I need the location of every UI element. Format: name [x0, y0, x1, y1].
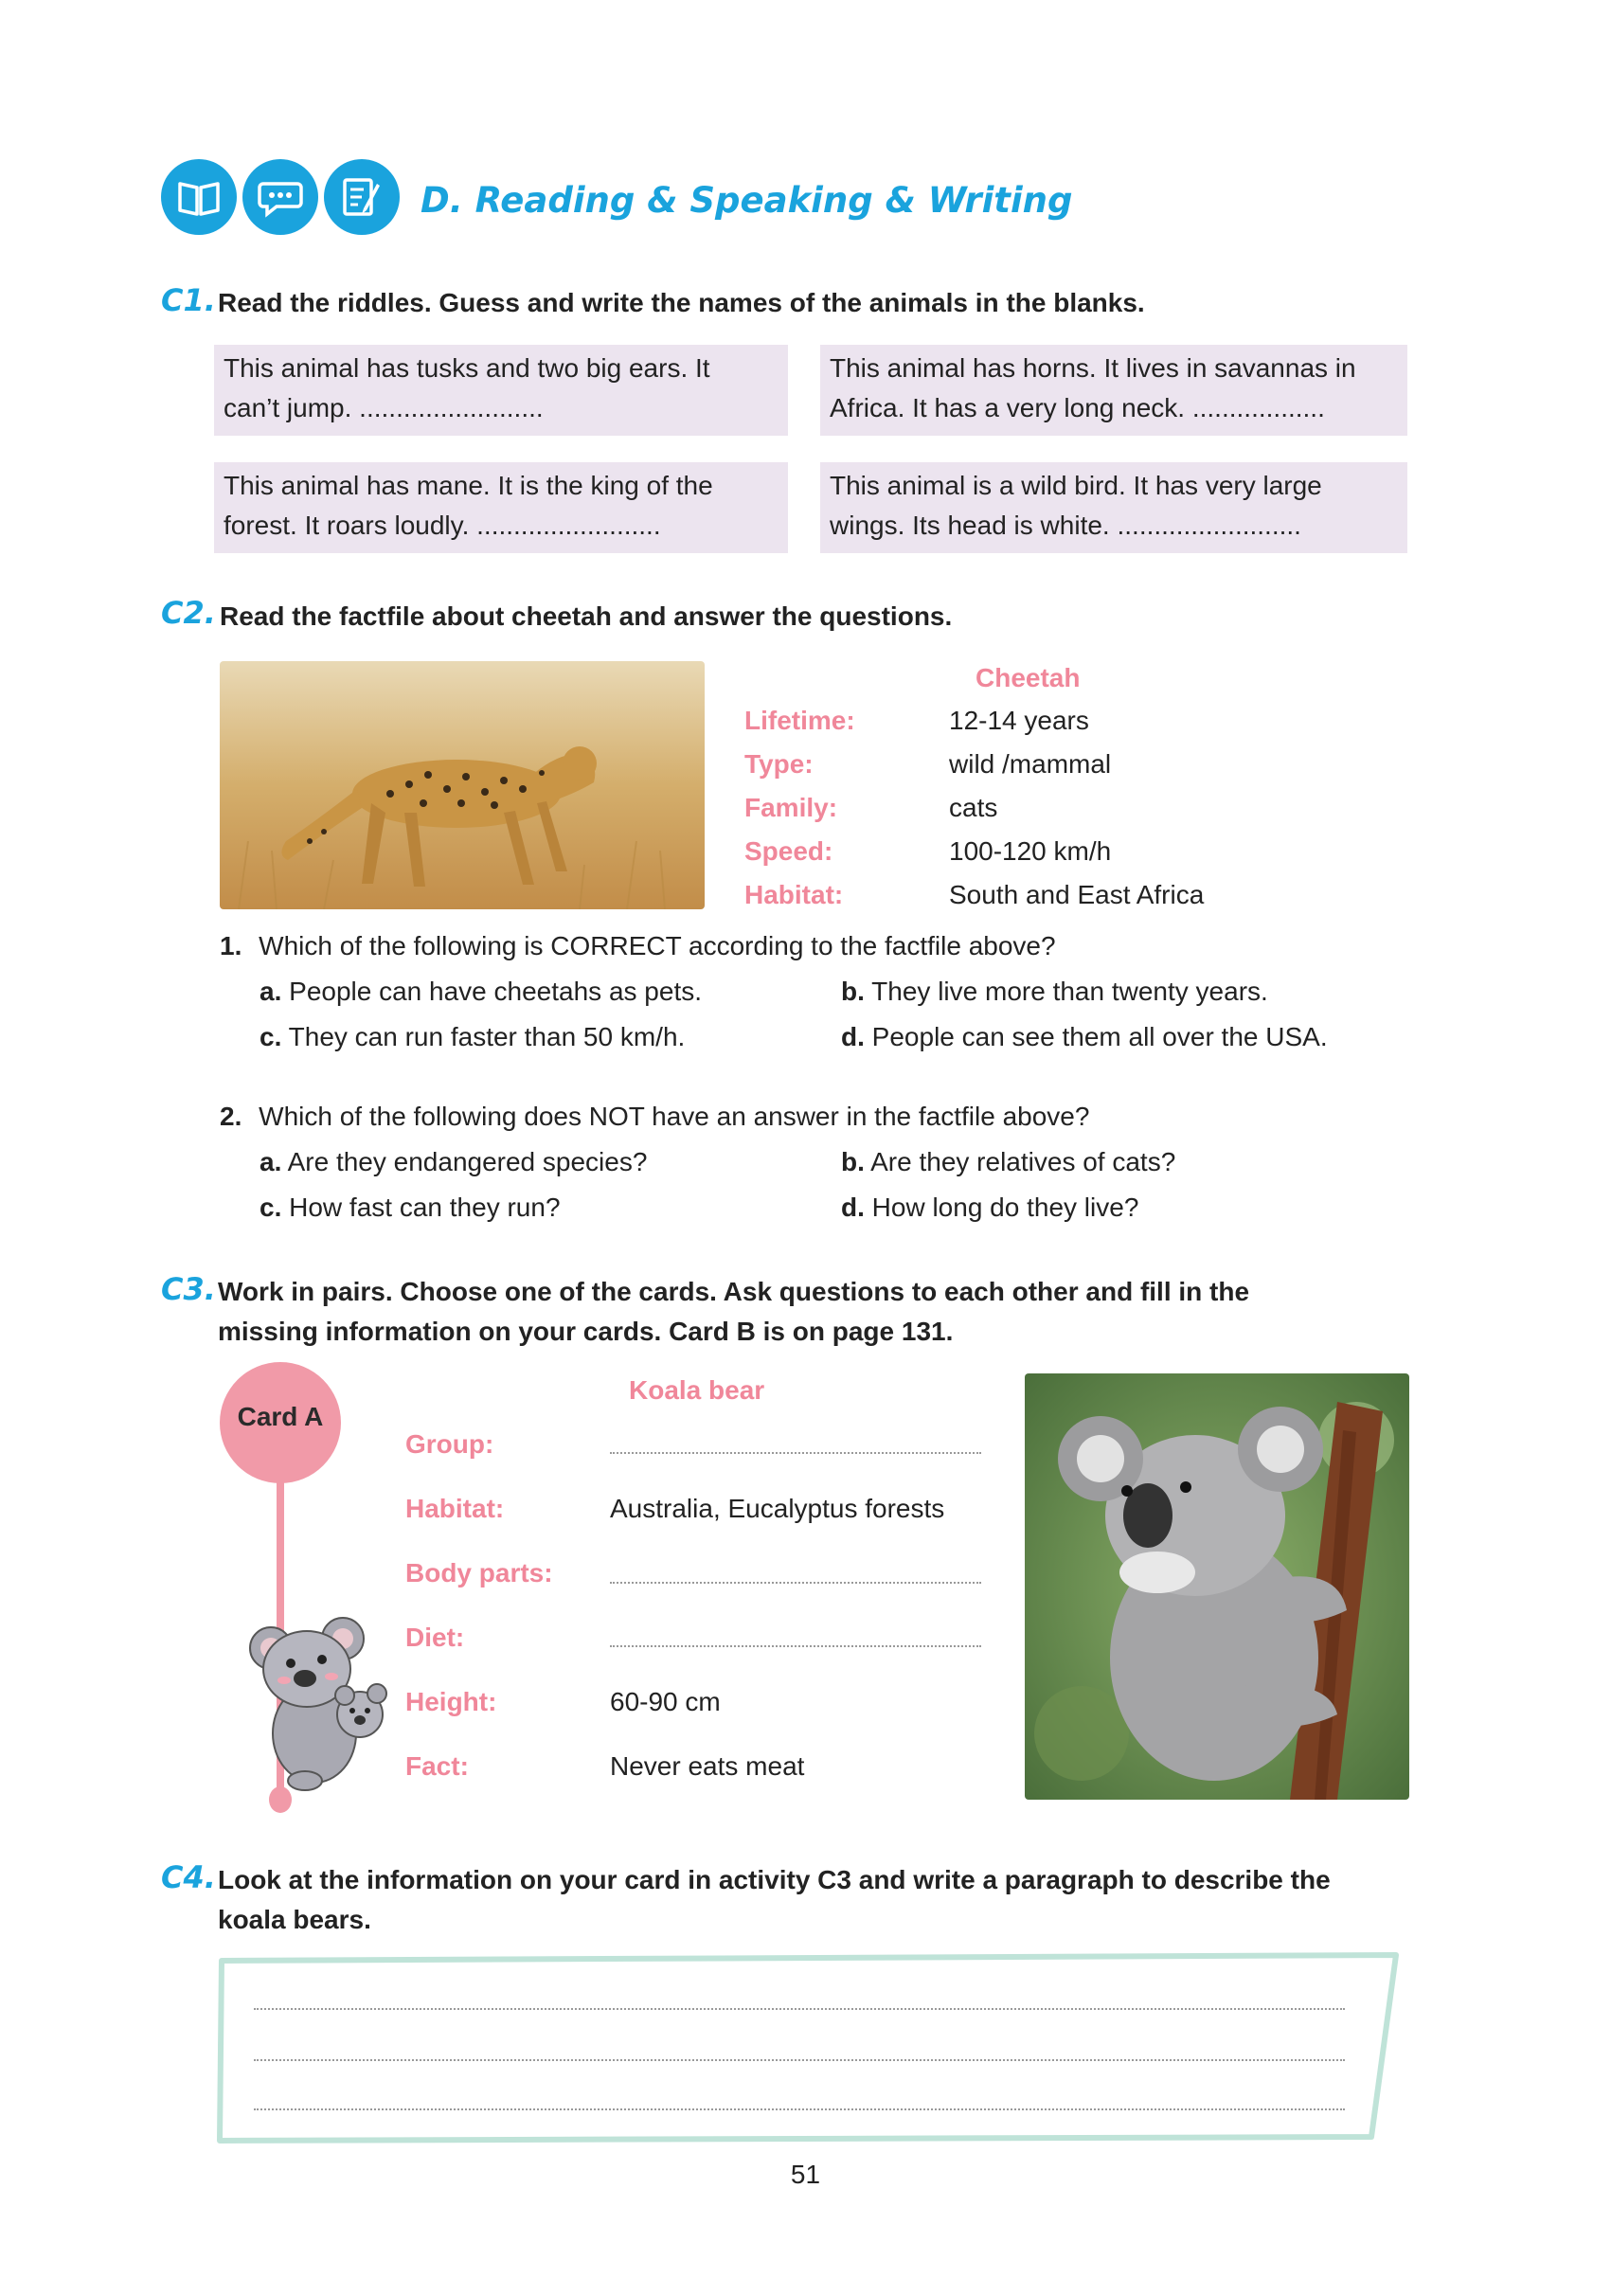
option-2d[interactable]	[841, 1193, 1138, 1223]
question-2	[220, 1102, 1089, 1132]
question-1	[220, 931, 1056, 961]
factfile-value: South and East Africa	[949, 880, 1205, 909]
riddle-box-4	[820, 462, 1407, 553]
c4-instruction-line1: Look at the information on your card in activity C3 and write a paragraph to describe the	[218, 1865, 1331, 1894]
card-field-label: Body parts:	[405, 1558, 553, 1587]
option-letter: d.	[841, 1193, 865, 1222]
factfile-label: Family:	[744, 793, 838, 822]
riddle-box-2	[820, 345, 1407, 436]
option-letter: b.	[841, 977, 865, 1006]
riddle-line: This animal has horns. It lives in savannas in	[830, 353, 1356, 383]
card-field-value: 60-90 cm	[610, 1687, 721, 1716]
factfile-value: wild /mammal	[949, 749, 1112, 779]
page-number: 51	[790, 2160, 821, 2189]
riddle-line: can’t jump. .........................	[224, 393, 544, 422]
option-2c[interactable]	[260, 1193, 561, 1223]
question-number: 2.	[220, 1102, 242, 1131]
option-text: People can have cheetahs as pets.	[289, 977, 702, 1006]
riddle-line: This animal is a wild bird. It has very large	[830, 471, 1322, 500]
riddle-line: This animal has mane. It is the king of the	[224, 471, 713, 500]
option-1a[interactable]	[260, 977, 702, 1007]
c4-instruction-line2: koala bears.	[218, 1905, 371, 1934]
card-field-label: Height:	[405, 1687, 497, 1716]
writing-frame	[214, 1951, 1409, 2146]
writing-line-3[interactable]	[254, 2108, 1345, 2110]
c2-number: C2.	[161, 595, 216, 631]
option-text: How long do they live?	[871, 1193, 1139, 1222]
factfile-value: 100-120 km/h	[949, 836, 1112, 866]
book-icon	[161, 159, 237, 235]
cheetah-image	[220, 661, 705, 909]
factfile-value: 12-14 years	[949, 706, 1089, 735]
question-text: Which of the following is CORRECT according to the factfile above?	[259, 931, 1056, 960]
option-letter: c.	[260, 1022, 282, 1051]
option-text: People can see them all over the USA.	[871, 1022, 1328, 1051]
writing-line-2[interactable]	[254, 2059, 1345, 2061]
card-title: Koala bear	[629, 1375, 765, 1405]
card-field-label: Diet:	[405, 1623, 465, 1652]
speech-bubble-icon	[242, 159, 318, 235]
question-number: 1.	[220, 931, 242, 960]
c1-number: C1.	[161, 282, 216, 318]
card-field-label: Group:	[405, 1429, 494, 1459]
card-badge	[220, 1362, 341, 1483]
factfile-value: cats	[949, 793, 998, 822]
writing-line-1[interactable]	[254, 2008, 1345, 2010]
riddle-box-1	[214, 345, 788, 436]
card-label: Card A	[237, 1402, 324, 1431]
c4-number: C4.	[161, 1859, 216, 1895]
option-text: Are they endangered species?	[287, 1147, 648, 1176]
cartoon-koala-illustration	[248, 1601, 400, 1800]
riddle-line: wings. Its head is white. .........................	[830, 511, 1301, 540]
factfile-title: Cheetah	[976, 663, 1081, 692]
card-field-value: Never eats meat	[610, 1751, 805, 1781]
factfile-label: Habitat:	[744, 880, 844, 909]
option-letter: a.	[260, 1147, 282, 1176]
option-text: How fast can they run?	[289, 1193, 561, 1222]
group-blank[interactable]	[610, 1452, 981, 1454]
question-text: Which of the following does NOT have an answer in the factfile above?	[259, 1102, 1090, 1131]
body-parts-blank[interactable]	[610, 1582, 981, 1584]
factfile-label: Type:	[744, 749, 814, 779]
card-field-label: Fact:	[405, 1751, 469, 1781]
option-letter: d.	[841, 1022, 865, 1051]
card-field-value: Australia, Eucalyptus forests	[610, 1494, 945, 1523]
c3-instruction-line1: Work in pairs. Choose one of the cards. Ask questions to each other and fill in the	[218, 1277, 1250, 1306]
koala-photo	[1025, 1373, 1409, 1800]
card-field-label: Habitat:	[405, 1494, 505, 1523]
c1-instruction: Read the riddles. Guess and write the names of the animals in the blanks.	[218, 288, 1145, 317]
option-text: They live more than twenty years.	[871, 977, 1268, 1006]
factfile-label: Speed:	[744, 836, 833, 866]
riddle-line: Africa. It has a very long neck. ..................	[830, 393, 1325, 422]
option-letter: a.	[260, 977, 282, 1006]
option-2b[interactable]	[841, 1147, 1175, 1177]
section-title: D. Reading & Speaking & Writing	[421, 180, 1073, 221]
c3-number: C3.	[161, 1271, 216, 1307]
option-text: Are they relatives of cats?	[870, 1147, 1176, 1176]
option-1d[interactable]	[841, 1022, 1328, 1052]
c2-instruction: Read the factfile about cheetah and answer the questions.	[220, 601, 953, 631]
writing-icon	[324, 159, 400, 235]
factfile-label: Lifetime:	[744, 706, 855, 735]
c3-instruction-line2: missing information on your cards. Card B is on page 131.	[218, 1317, 954, 1346]
option-1c[interactable]	[260, 1022, 685, 1052]
diet-blank[interactable]	[610, 1645, 981, 1647]
option-letter: b.	[841, 1147, 865, 1176]
riddle-box-3	[214, 462, 788, 553]
riddle-line: forest. It roars loudly. .........................	[224, 511, 661, 540]
option-letter: c.	[260, 1193, 282, 1222]
riddle-line: This animal has tusks and two big ears. It	[224, 353, 710, 383]
option-2a[interactable]	[260, 1147, 647, 1177]
option-text: They can run faster than 50 km/h.	[288, 1022, 686, 1051]
option-1b[interactable]	[841, 977, 1268, 1007]
